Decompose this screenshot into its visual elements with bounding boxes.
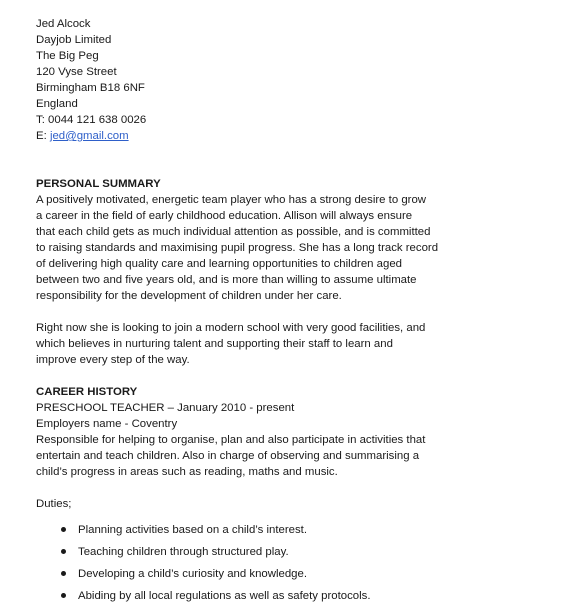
list-item	[36, 522, 556, 544]
spacer	[36, 512, 556, 522]
spacer	[36, 368, 556, 384]
bullet-icon	[61, 549, 66, 554]
contact-building: The Big Peg	[36, 50, 99, 62]
contact-email-link[interactable]: jed@gmail.com	[49, 130, 129, 142]
personal-summary-heading: PERSONAL SUMMARY	[36, 178, 161, 190]
spacer	[36, 304, 556, 320]
personal-summary-paragraph-1	[36, 192, 556, 304]
list-item	[36, 588, 556, 610]
paragraph-line: which believes in nurturing talent and supporting their staff to learn and	[36, 338, 393, 350]
contact-name: Jed Alcock	[36, 18, 91, 30]
paragraph-line: that each child gets as much individual attention as possible, and is committed	[36, 226, 431, 238]
bullet-icon	[61, 527, 66, 532]
list-item	[36, 544, 556, 566]
list-item	[36, 566, 556, 588]
paragraph-line: a career in the field of early childhood education. Allison will always ensure	[36, 210, 413, 222]
bullet-icon	[61, 571, 66, 576]
duty-text: Developing a child’s curiosity and knowledge.	[78, 568, 308, 580]
career-history-heading: CAREER HISTORY	[36, 386, 138, 398]
duty-text: Teaching children through structured play.	[78, 546, 289, 558]
duties-label: Duties;	[36, 498, 72, 510]
paragraph-line: Responsible for helping to organise, plan and also participate in activities that	[36, 434, 426, 446]
career-description	[36, 432, 556, 480]
career-role: PRESCHOOL TEACHER – January 2010 - present	[36, 402, 295, 414]
contact-country: England	[36, 98, 78, 110]
contact-city-postcode: Birmingham B18 6NF	[36, 82, 145, 94]
duties-list	[36, 522, 556, 610]
contact-block	[36, 16, 556, 144]
paragraph-line: of delivering high quality care and learning opportunities to children aged	[36, 258, 403, 270]
duty-text: Abiding by all local regulations as well as safety protocols.	[78, 590, 371, 602]
career-employer: Employers name - Coventry	[36, 418, 178, 430]
paragraph-line: improve every step of the way.	[36, 354, 190, 366]
paragraph-line: to raising standards and maximising pupil progress. She has a long track record	[36, 242, 439, 254]
contact-email-line	[36, 128, 556, 144]
paragraph-line: A positively motivated, energetic team player who has a strong desire to grow	[36, 194, 427, 206]
paragraph-line: child’s progress in areas such as reading, maths and music.	[36, 466, 338, 478]
spacer	[36, 144, 556, 176]
paragraph-line: between two and five years old, and is more than willing to assume ultimate	[36, 274, 417, 286]
bullet-icon	[61, 593, 66, 598]
contact-phone: T: 0044 121 638 0026	[36, 114, 147, 126]
contact-company: Dayjob Limited	[36, 34, 112, 46]
duty-text: Planning activities based on a child’s interest.	[78, 524, 308, 536]
cv-document	[36, 16, 556, 610]
paragraph-line: Right now she is looking to join a modern school with very good facilities, and	[36, 322, 426, 334]
personal-summary-paragraph-2	[36, 320, 556, 368]
paragraph-line: entertain and teach children. Also in charge of observing and summarising a	[36, 450, 420, 462]
spacer	[36, 480, 556, 496]
contact-email-prefix: E:	[36, 130, 50, 142]
paragraph-line: responsibility for the development of children under her care.	[36, 290, 342, 302]
contact-street: 120 Vyse Street	[36, 66, 117, 78]
